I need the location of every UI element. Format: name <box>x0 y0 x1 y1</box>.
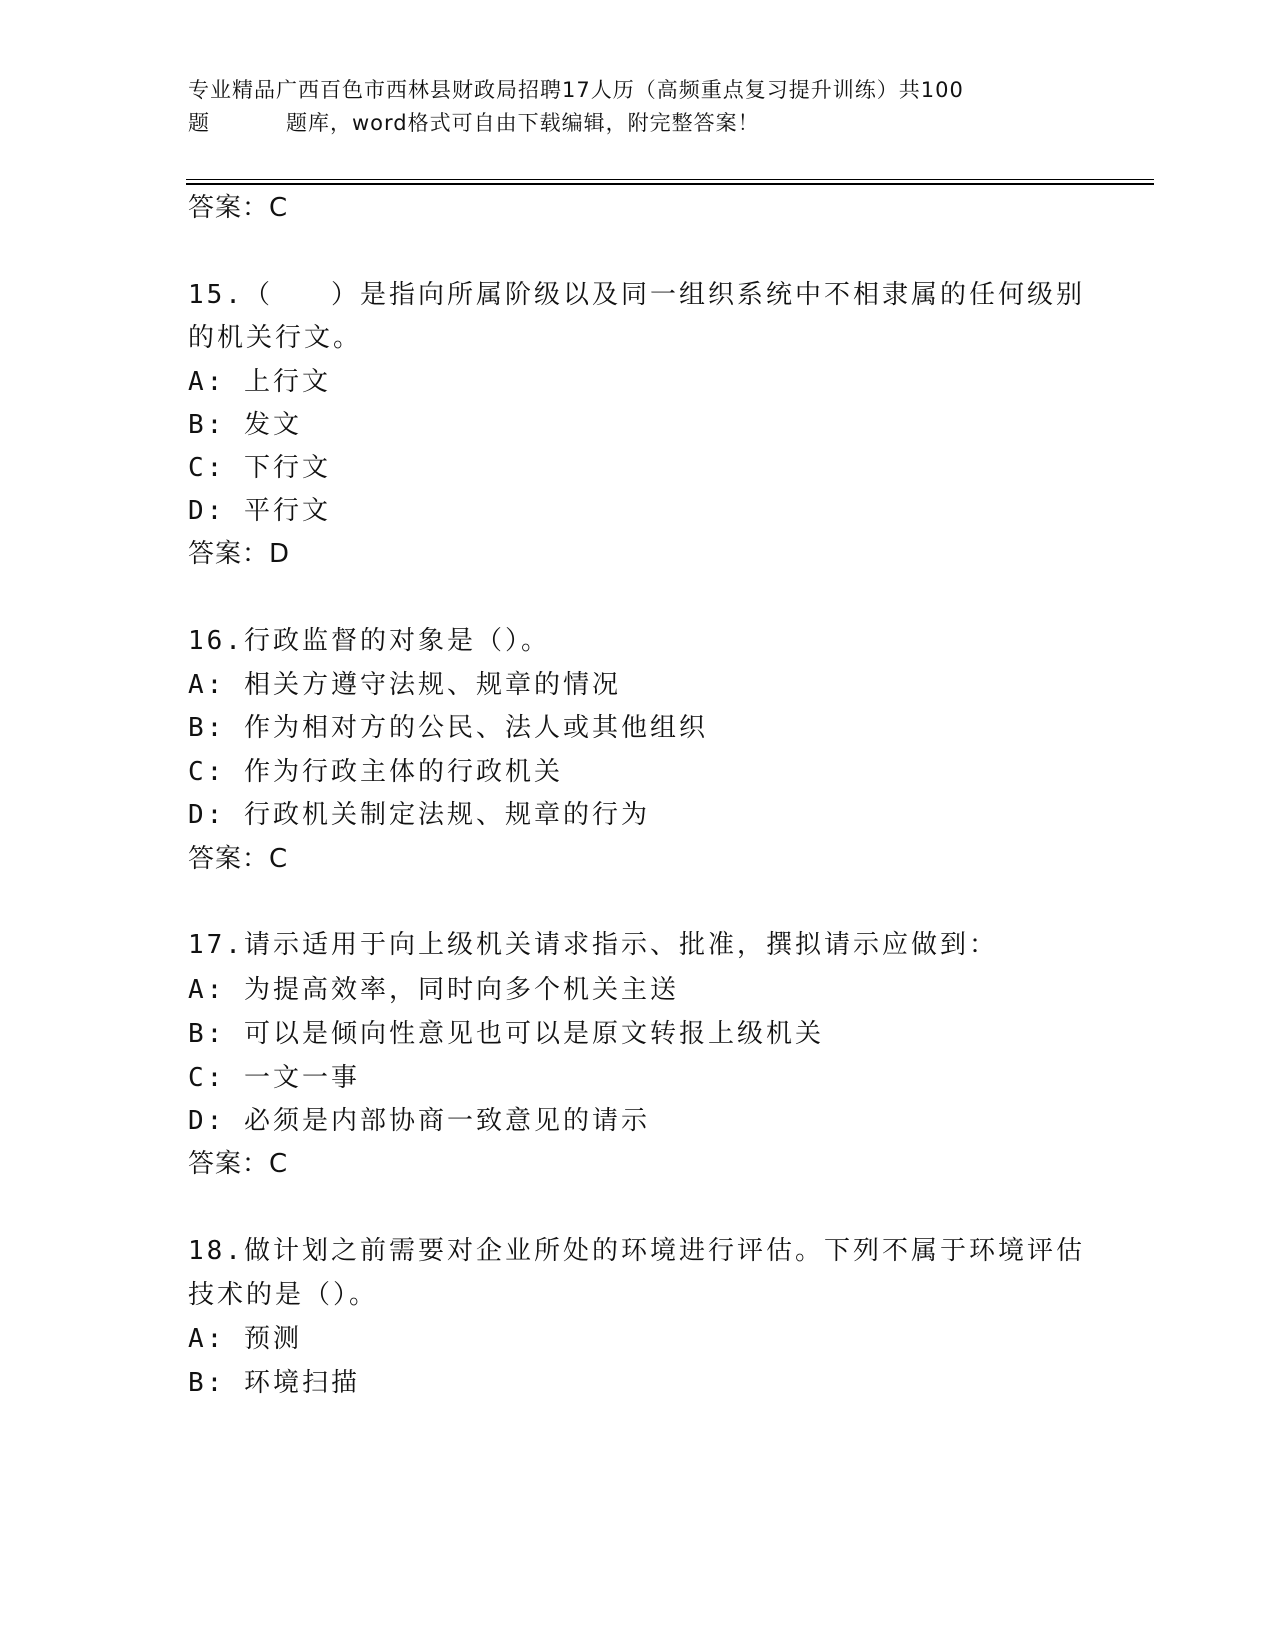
question-16-option-a: A: 相关方遵守法规、规章的情况 <box>188 670 621 700</box>
question-15-option-a: A: 上行文 <box>188 367 331 397</box>
question-16-option-d: D: 行政机关制定法规、规章的行为 <box>188 800 650 830</box>
question-15-text: 15.（ ）是指向所属阶级以及同一组织系统中不相隶属的任何级别 <box>188 280 1085 310</box>
answer-q15: 答案：D <box>188 539 291 569</box>
question-15-text-cont: 的机关行文。 <box>188 323 363 353</box>
header-title-line-1: 专业精品广西百色市西林县财政局招聘17人历（高频重点复习提升训练）共100 <box>188 78 964 102</box>
question-17-text: 17.请示适用于向上级机关请求指示、批准，撰拟请示应做到： <box>188 930 998 960</box>
answer-q16: 答案：C <box>188 844 289 874</box>
question-15-option-d: D: 平行文 <box>188 496 331 526</box>
page-header <box>188 74 1088 140</box>
question-17-option-c: C: 一文一事 <box>188 1063 360 1093</box>
answer-q17: 答案：C <box>188 1149 289 1179</box>
question-16-text: 16.行政监督的对象是（）。 <box>188 626 550 656</box>
question-16-option-b: B: 作为相对方的公民、法人或其他组织 <box>188 713 708 743</box>
question-18-option-a: A: 预测 <box>188 1324 302 1354</box>
question-15-option-b: B: 发文 <box>188 410 302 440</box>
header-title-line-2 <box>188 107 1088 140</box>
answer-q14: 答案：C <box>188 193 289 223</box>
header-divider-thin <box>186 179 1154 180</box>
question-17-option-d: D: 必须是内部协商一致意见的请示 <box>188 1106 650 1136</box>
header-divider-thick <box>186 183 1154 185</box>
question-15-option-c: C: 下行文 <box>188 453 331 483</box>
header-title-line-2-rest: 题库，word格式可自由下载编辑，附完整答案！ <box>286 111 760 135</box>
header-title-line-2-lead: 题 <box>188 111 210 135</box>
question-18-option-b: B: 环境扫描 <box>188 1368 360 1398</box>
question-17-option-a: A: 为提高效率，同时向多个机关主送 <box>188 975 679 1005</box>
question-17-option-b: B: 可以是倾向性意见也可以是原文转报上级机关 <box>188 1019 824 1049</box>
question-18-text: 18.做计划之前需要对企业所处的环境进行评估。下列不属于环境评估 <box>188 1236 1085 1266</box>
question-16-option-c: C: 作为行政主体的行政机关 <box>188 757 563 787</box>
question-18-text-cont: 技术的是（）。 <box>188 1280 379 1310</box>
